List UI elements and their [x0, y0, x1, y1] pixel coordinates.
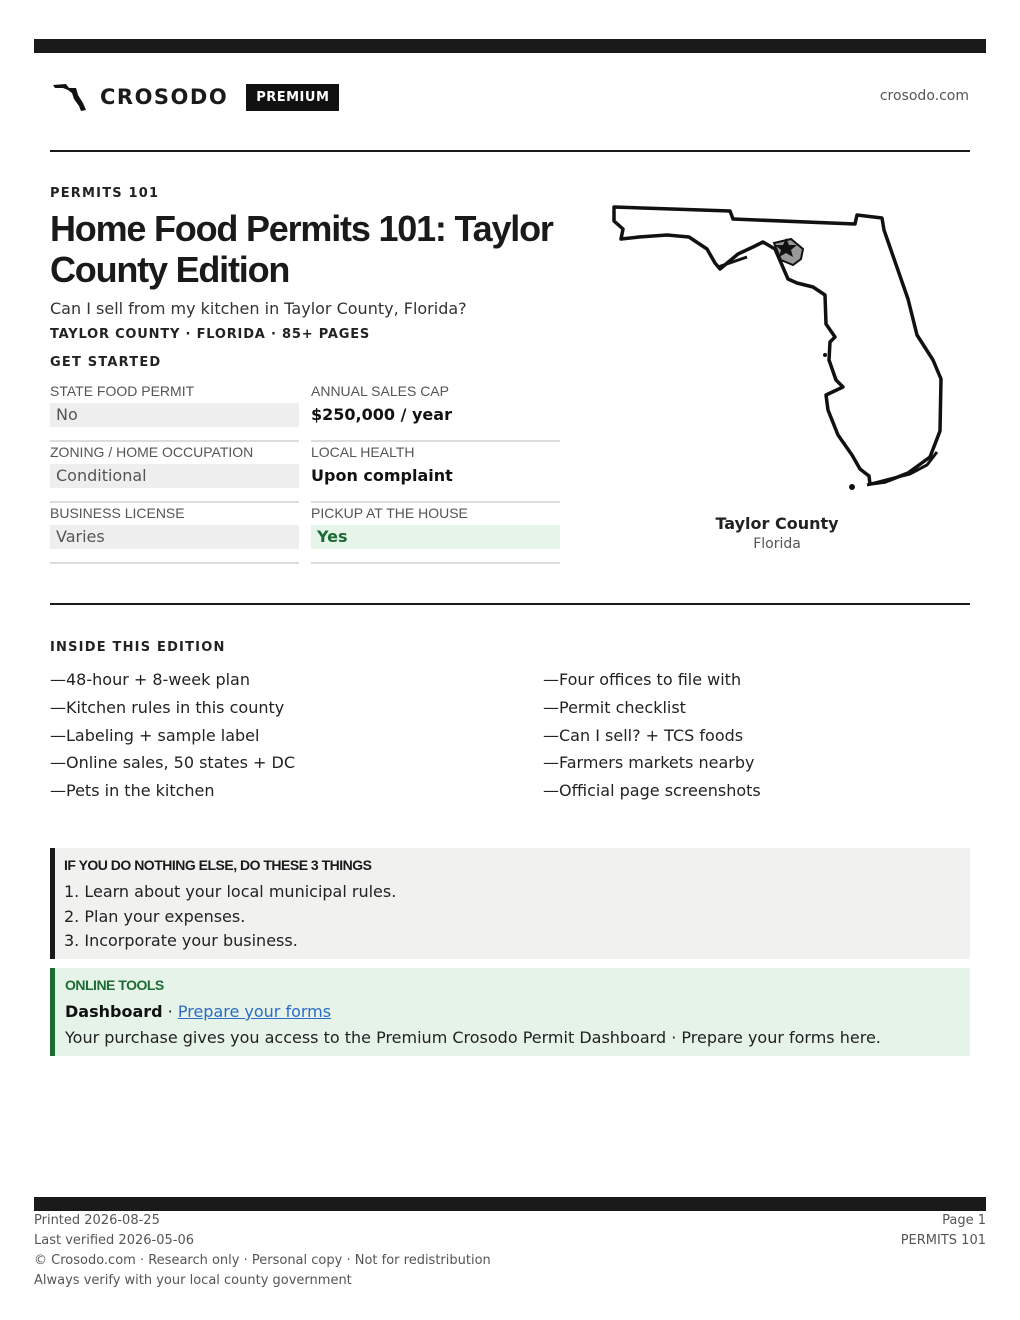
- tools-links: [65, 1002, 970, 1022]
- fact-business-license: [50, 504, 299, 564]
- online-tools-callout: [50, 968, 970, 1056]
- dashboard-label: Dashboard: [65, 1002, 163, 1021]
- disclaimer: Always verify with your local county government: [34, 1273, 352, 1288]
- fact-value: No: [50, 403, 299, 427]
- fact-label: PICKUP AT THE HOUSE: [311, 505, 468, 521]
- top-three-callout: [50, 848, 970, 959]
- florida-map: [605, 197, 950, 497]
- edition-meta: TAYLOR COUNTY · FLORIDA · 85+ PAGES: [50, 327, 371, 342]
- site-url[interactable]: crosodo.com: [879, 88, 969, 104]
- copyright: © Crosodo.com · Research only · Personal copy · Not for redistribution: [34, 1253, 491, 1268]
- map-county-label: Taylor County: [715, 514, 839, 533]
- list-item: —Official page screenshots: [543, 781, 761, 801]
- fact-value: Upon complaint: [311, 466, 453, 485]
- steps-list: [64, 880, 970, 954]
- fact-zoning: [50, 443, 299, 503]
- fact-label: ANNUAL SALES CAP: [311, 383, 449, 399]
- fact-label: LOCAL HEALTH: [311, 444, 415, 460]
- fact-value: $250,000 / year: [311, 405, 452, 424]
- top-bar: [34, 39, 986, 53]
- list-item: —Farmers markets nearby: [543, 753, 755, 773]
- contents-list-right: [543, 666, 761, 805]
- brand[interactable]: [52, 80, 339, 114]
- footer-section: PERMITS 101: [900, 1233, 986, 1248]
- fact-label: ZONING / HOME OCCUPATION: [50, 444, 254, 460]
- fact-pickup-at-house: [311, 504, 560, 564]
- list-item: —Four offices to file with: [543, 670, 742, 689]
- tools-heading: ONLINE TOOLS: [65, 977, 164, 993]
- footer-right: [901, 1211, 986, 1251]
- coast-island-dot: [823, 353, 827, 357]
- header-divider: [50, 150, 970, 152]
- list-item: —Kitchen rules in this county: [50, 697, 285, 717]
- fact-label: BUSINESS LICENSE: [50, 505, 185, 521]
- step-item: 2. Plan your expenses.: [64, 906, 246, 926]
- tools-description: Your purchase gives you access to the Premium Crosodo Permit Dashboard · Prepare your forms here.: [65, 1028, 881, 1047]
- step-item: 1. Learn about your local municipal rules.: [64, 882, 397, 901]
- section-divider: [50, 603, 970, 605]
- brand-name: CROSODO: [100, 85, 229, 109]
- fact-value: Yes: [311, 525, 560, 549]
- contents-list-left: [50, 666, 295, 805]
- list-item: —Can I sell? + TCS foods: [543, 725, 744, 745]
- florida-logo-icon: [52, 82, 88, 112]
- list-item: —Pets in the kitchen: [50, 781, 215, 801]
- fact-label: STATE FOOD PERMIT: [50, 383, 195, 399]
- prepare-forms-link[interactable]: Prepare your forms: [177, 1002, 332, 1021]
- fact-value: Varies: [50, 525, 299, 549]
- inside-edition-heading: INSIDE THIS EDITION: [50, 640, 226, 655]
- list-item: —48-hour + 8-week plan: [50, 670, 250, 689]
- map-state-label: Florida: [753, 536, 801, 552]
- callout-heading: IF YOU DO NOTHING ELSE, DO THESE 3 THINGS: [64, 857, 372, 873]
- list-item: —Online sales, 50 states + DC: [50, 753, 296, 773]
- page-title: Home Food Permits 101: Taylor County Edition: [50, 208, 553, 290]
- fact-value: Conditional: [50, 464, 299, 488]
- fact-local-health: [311, 443, 560, 503]
- page-number: Page 1: [942, 1213, 986, 1228]
- page-subtitle: Can I sell from my kitchen in Taylor County, Florida?: [50, 299, 467, 318]
- premium-badge: PREMIUM: [246, 84, 339, 111]
- key-west-dot: [849, 484, 855, 490]
- list-item: —Permit checklist: [543, 697, 686, 717]
- footer-bar: [34, 1197, 986, 1211]
- section-kicker: PERMITS 101: [50, 186, 160, 201]
- separator: ·: [162, 1002, 178, 1021]
- verified-date: Last verified 2026-05-06: [34, 1233, 194, 1248]
- facts-grid: [50, 382, 560, 565]
- keys-chain: [867, 452, 937, 485]
- list-item: —Labeling + sample label: [50, 725, 260, 745]
- footer-left: [34, 1211, 491, 1291]
- step-item: 3. Incorporate your business.: [64, 931, 298, 950]
- fact-state-food-permit: [50, 382, 299, 442]
- fact-annual-sales-cap: [311, 382, 560, 442]
- get-started-heading: GET STARTED: [50, 355, 162, 370]
- printed-date: Printed 2026-08-25: [34, 1213, 160, 1228]
